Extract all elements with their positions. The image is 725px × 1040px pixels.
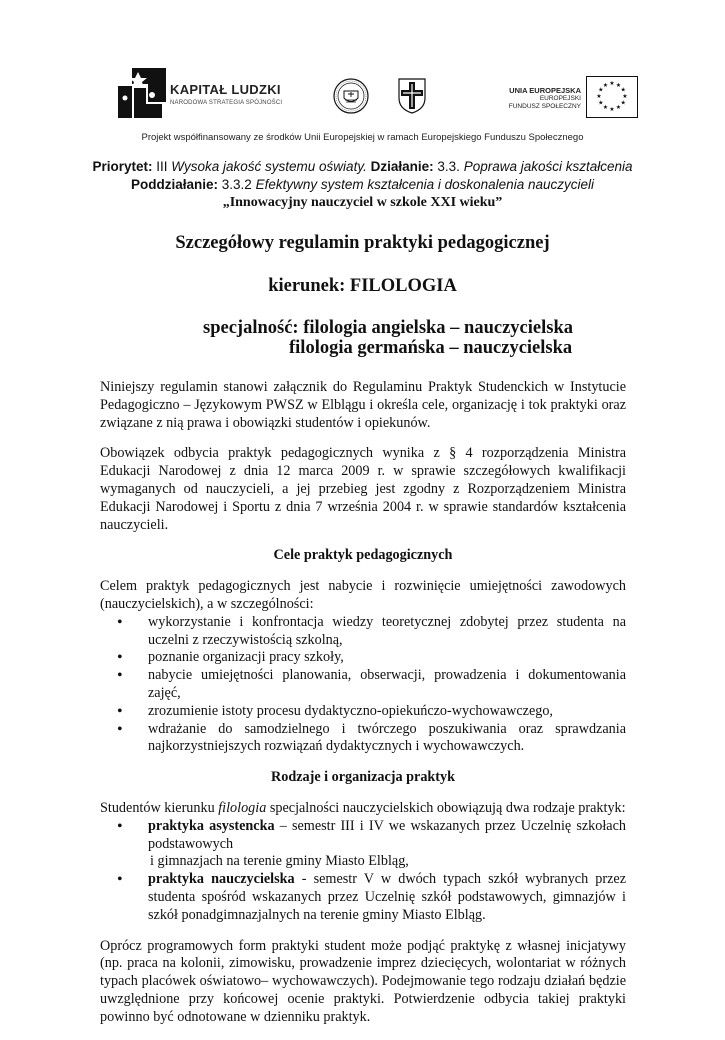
kapital-ludzki-subtitle: NARODOWA STRATEGIA SPÓJNOŚCI [170,100,283,106]
svg-text:★: ★ [598,99,604,107]
rodzaje-intro [100,800,626,818]
elblag-crest-icon [398,78,426,114]
kapital-ludzki-mark-icon [118,68,166,118]
svg-text:★: ★ [602,81,609,89]
priorytet-label: Priorytet: [92,159,153,174]
list-item [100,818,626,871]
svg-text:★: ★ [620,86,626,94]
svg-text:★: ★ [598,86,604,94]
list-item: • zrozumienie istoty procesu dydaktyczno-opiekuńczo-wychowawczego, [100,703,626,721]
praktyka-asystencka-text: – semestr III i IV we wskazanych przez Uczelnię szkołach podstawowych [148,817,626,852]
poddzialanie-label: Poddziałanie: [131,177,219,192]
cofinance-note: Projekt współfinansowany ze środków Unii Europejskiej w ramach Europejskiego Funduszu Społecznego [141,132,584,143]
priorytet-name: Wysoka jakość systemu oświaty. [171,159,367,174]
cele-heading: Cele praktyk pedagogicznych [273,547,453,564]
university-seal-icon [333,78,369,114]
list-item: • nabycie umiejętności planowania, obserwacji, prowadzenia i dokumentowania zajęć, [100,667,626,703]
svg-text:★: ★ [622,93,628,100]
svg-text:★: ★ [596,93,602,100]
list-item: • wdrażanie do samodzielnego i twórczego poszukiwania oraz sprawdzania najkorzystniejszych rozwiązań dydaktycznych i wychowawczych. [100,721,626,757]
rodzaje-intro-post: specjalności nauczycielskich obowiązują dwa rodzaje praktyk: [269,799,626,816]
kapital-ludzki-title: KAPITAŁ LUDZKI [170,82,281,97]
dzialanie-name: Poprawa jakości kształcenia [463,159,633,174]
list-item: • wykorzystanie i konfrontacja wiedzy teoretycznej zdobytej przez studenta na uczelni z rzeczywistością szkolną, [100,614,626,650]
cele-list [100,614,626,756]
svg-text:★: ★ [609,80,615,87]
rodzaje-intro-italic: filologia [218,799,267,816]
cele-intro: Celem praktyk pedagogicznych jest nabycie i rozwinięcie umiejętności zawodowych (nauczycielskich), a w szczególności: [100,578,626,612]
praktyka-nauczycielska-text: - semestr V w dwóch typach szkół wybranych przez studenta spośród wskazanych przez Uczelnię szkół podstawowych, gimnazjów i szkół ponadgimnazjalnych na terenie gminy Miasto Elbląg. [148,871,626,923]
rodzaje-heading: Rodzaje i organizacja praktyk [270,769,456,786]
eu-line-2: FUNDUSZ SPOŁECZNY [508,103,581,110]
project-name: „Innowacyjny nauczyciel w szkole XXI wieku” [222,195,503,210]
poddzialanie-line [60,176,665,194]
svg-text:★: ★ [609,106,615,113]
praktyka-asystencka-label: praktyka asystencka [148,817,275,834]
eu-text [508,86,581,111]
svg-text:★: ★ [615,104,622,112]
poddzialanie-number: 3.3.2 [221,177,252,192]
praktyka-asystencka-continuation: i gimnazjach na terenie gminy Miasto Elbląg, [150,853,409,870]
project-info [60,158,665,212]
header-logos [0,0,725,130]
kapital-ludzki-logo [118,68,288,118]
specjalnosc-line-2: filologia germańska – nauczycielska [289,338,573,358]
intro-paragraph-2: Obowiązek odbycia praktyk pedagogicznych wynika z § 4 rozporządzenia Ministra Edukacji Narodowej z dnia 12 marca 2009 r. w sprawie szczegółowych kwalifikacji wymaganych od nauczycieli, a jej przebieg jest zgodny z Rozporządzeniem Ministra Edukacji Narodowej i Sportu z dnia 7 września 2004 r. w sprawie standardów kształcenia nauczycieli. [100,445,626,533]
priorytet-line [60,158,665,176]
svg-text:★: ★ [615,81,622,89]
svg-text:★: ★ [620,99,626,107]
rodzaje-list [100,818,626,925]
list-item: • poznanie organizacji pracy szkoły, [100,649,626,667]
document-body [100,379,626,1040]
poddzialanie-name: Efektywny system kształcenia i doskonalenia nauczycieli [255,177,594,192]
intro-paragraph-1: Niniejszy regulamin stanowi załącznik do Regulaminu Praktyk Studenckich w Instytucie Pedagogiczno – Językowym PWSZ w Elblągu i określa cele, organizację i tok praktyki oraz związane z nią prawa i obowiązki studentów i opiekunów. [100,379,626,431]
list-item [100,871,626,924]
specjalnosc-line-1: specjalność: filologia angielska – nauczycielska [203,318,573,338]
dzialanie-label: Działanie: [370,159,434,174]
svg-text:★: ★ [602,104,609,112]
praktyka-nauczycielska-label: praktyka nauczycielska [148,871,295,888]
priorytet-number: III [156,159,168,174]
rodzaje-outro: Oprócz programowych form praktyki student może podjąć praktykę z własnej inicjatywy (np. praca na kolonii, zimowisku, prowadzenie imprez dziecięcych, wolontariat w różnych typach placówek oświatowo– wychowawczych). Podejmowanie tego rodzaju działań będzie uwzględnione przy końcowej ocenie praktyki. Potwierdzenie odbycia takiej praktyki powinno być odnotowane w dzienniku praktyk. [100,937,626,1025]
eu-line-1: EUROPEJSKI [539,95,581,102]
eu-title: UNIA EUROPEJSKA [509,86,581,95]
eu-flag-icon [586,76,638,118]
dzialanie-number: 3.3. [437,159,460,174]
document-title: Szczegółowy regulamin praktyki pedagogicznej [175,233,550,253]
kierunek-title: kierunek: FILOLOGIA [268,276,457,296]
rodzaje-intro-pre: Studentów kierunku [100,799,215,816]
